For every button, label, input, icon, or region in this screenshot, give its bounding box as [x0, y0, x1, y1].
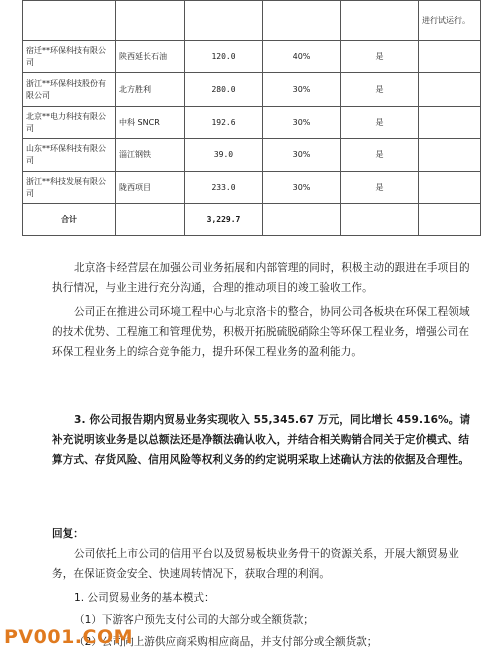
- paragraph-text: 公司正在推进公司环境工程中心与北京洛卡的整合，协同公司各板块在环保工程领域的技术优势、工程施工和管理优势，积极开拓脱硫脱硝除尘等环保工程业务，增强公司在环保工程业务上的综合竞争能力，提升环保工程业务的盈利能力。: [52, 306, 470, 358]
- ratio-cell: 30%: [263, 107, 341, 139]
- paragraph-text: 北京洛卡经营层在加强公司业务拓展和内部管理的同时，积极主动的跟进在手项目的执行情况，与业主进行充分沟通，合理的推动项目的竣工验收工作。: [52, 262, 470, 294]
- paragraph-text: 公司依托上市公司的信用平台以及贸易板块业务骨干的资源关系，开展大额贸易业务，在保证资金安全、快速周转情况下，获取合理的利润。: [52, 548, 459, 580]
- empty-cell: [116, 204, 185, 236]
- amount-cell: 280.0: [185, 73, 263, 107]
- list-item: （1）下游客户预先支付公司的大部分或全额货款；: [74, 614, 314, 626]
- company-cell: [23, 1, 116, 41]
- table-row: [23, 107, 481, 139]
- empty-cell: [419, 204, 481, 236]
- project-cell: 陇西项目: [116, 172, 185, 204]
- project-cell: 淄江钢铁: [116, 139, 185, 172]
- flag-cell: [341, 1, 419, 41]
- empty-cell: [263, 204, 341, 236]
- project-cell: 陕西延长石油: [116, 41, 185, 73]
- watermark-logo: PV001.COM: [4, 626, 134, 648]
- table-row: [23, 139, 481, 172]
- flag-cell: 是: [341, 172, 419, 204]
- list-item: （2）公司向上游供应商采购相应商品，并支付部分或全额货款；: [74, 636, 378, 648]
- company-cell: 浙江**环保科技股份有限公司: [23, 73, 116, 107]
- company-cell: 北京**电力科技有限公司: [23, 107, 116, 139]
- project-table: [22, 0, 481, 236]
- empty-cell: [341, 204, 419, 236]
- amount-cell: 39.0: [185, 139, 263, 172]
- amount-cell: 120.0: [185, 41, 263, 73]
- question-text: 3. 你公司报告期内贸易业务实现收入 55,345.67 万元，同比增长 459.16%。请补充说明该业务是以总额法还是净额法确认收入，并结合相关购销合同关于定价模式、结算方式、存货风险、信用风险等权利义务的约定说明采取上述确认方法的依据及合理性。: [52, 414, 471, 466]
- note-cell: [419, 73, 481, 107]
- amount-cell: 192.6: [185, 107, 263, 139]
- project-cell: [116, 1, 185, 41]
- amount-cell: 233.0: [185, 172, 263, 204]
- ratio-cell: 40%: [263, 41, 341, 73]
- ratio-cell: 30%: [263, 172, 341, 204]
- table-row: [23, 1, 481, 41]
- company-cell: 宿迁**环保科技有限公司: [23, 41, 116, 73]
- flag-cell: 是: [341, 41, 419, 73]
- paragraph-project-followup: [52, 258, 472, 298]
- paragraph-trade-business: [52, 544, 472, 584]
- flag-cell: 是: [341, 107, 419, 139]
- table-row: [23, 172, 481, 204]
- total-value: 3,229.7: [185, 204, 263, 236]
- total-label: 合计: [23, 204, 116, 236]
- question-3: [52, 410, 472, 470]
- note-text: 进行试运行。: [422, 15, 470, 25]
- company-cell: 山东**环保科技有限公司: [23, 139, 116, 172]
- note-cell: [419, 1, 481, 41]
- note-cell: [419, 139, 481, 172]
- amount-cell: [185, 1, 263, 41]
- ratio-cell: [263, 1, 341, 41]
- flag-cell: 是: [341, 73, 419, 107]
- table-row: [23, 73, 481, 107]
- table-row: [23, 41, 481, 73]
- project-cell: 北方胜利: [116, 73, 185, 107]
- note-cell: [419, 107, 481, 139]
- total-row: [23, 204, 481, 236]
- flag-cell: 是: [341, 139, 419, 172]
- project-cell: 中科 SNCR: [116, 107, 185, 139]
- ratio-cell: 30%: [263, 139, 341, 172]
- note-cell: [419, 172, 481, 204]
- ratio-cell: 30%: [263, 73, 341, 107]
- section-heading: 1. 公司贸易业务的基本模式：: [74, 592, 215, 604]
- note-cell: [419, 41, 481, 73]
- reply-heading: 回复：: [52, 528, 84, 540]
- company-cell: 浙江**科技发展有限公司: [23, 172, 116, 204]
- paragraph-integration: [52, 302, 472, 362]
